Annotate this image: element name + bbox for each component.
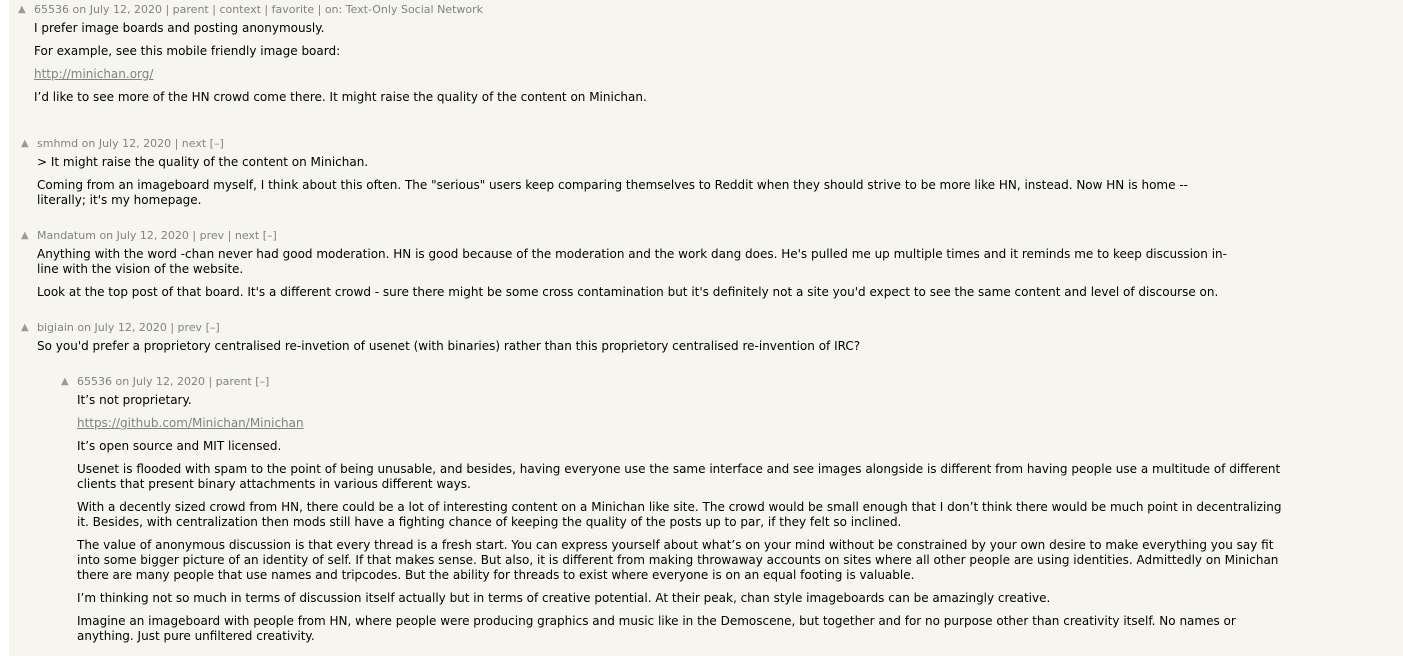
separator: | [192, 229, 200, 242]
comment-date[interactable]: on July 12, 2020 [99, 229, 189, 242]
upvote-arrow-icon[interactable]: ▲ [18, 4, 26, 15]
collapse-toggle[interactable]: [–] [262, 229, 277, 242]
separator: | [264, 3, 272, 16]
comment-paragraph [34, 67, 153, 82]
comment-paragraph: So you'd prefer a proprietory centralised re-invetion of usenet (with binaries) rather than this proprietory centralised re-invention of IRC? [37, 339, 861, 353]
story-title-link[interactable]: Text-Only Social Network [345, 3, 484, 16]
external-link[interactable]: http://minichan.org/ [34, 67, 154, 81]
prev-link[interactable]: prev [199, 229, 225, 242]
comment-header [37, 321, 220, 334]
upvote-arrow-icon[interactable]: ▲ [21, 230, 29, 241]
separator: | [227, 229, 235, 242]
comment-header [34, 3, 483, 16]
separator: | [212, 3, 220, 16]
next-link[interactable]: next [234, 229, 260, 242]
favorite-link[interactable]: favorite [271, 3, 315, 16]
separator: | [208, 375, 216, 388]
parent-link[interactable]: parent [215, 375, 252, 388]
on-label: on: [324, 3, 343, 16]
context-link[interactable]: context [219, 3, 261, 16]
comment-author-link[interactable]: bigiain [37, 321, 74, 334]
comment-thread [9, 0, 1403, 656]
comment-author-link[interactable]: Mandatum [37, 229, 96, 242]
comment-header [77, 375, 269, 388]
next-link[interactable]: next [181, 137, 207, 150]
comment-paragraph: Anything with the word -chan never had good moderation. HN is good because of the moderation and the work dang does. He's pulled me up multiple times and it reminds me to keep discussion in-line with the vision of the website. [37, 247, 1227, 276]
comment-paragraph: > It might raise the quality of the content on Minichan. [37, 155, 369, 169]
comment-paragraph: It’s open source and MIT licensed. [77, 439, 282, 453]
comment-paragraph: Imagine an imageboard with people from HN, where people were producing graphics and music like in the Demoscene, but together and for no purpose other than creativity itself. No names or anything. Just pure unfiltered creativity. [77, 614, 1236, 643]
comment-header [37, 137, 224, 150]
comment-paragraph: For example, see this mobile friendly image board: [34, 44, 341, 58]
comment-paragraph: The value of anonymous discussion is that every thread is a fresh start. You can express yourself about what’s on your mind without be constrained by your own desire to make everything you say fit into some bigger picture of an identity of self. If that makes sense. But also, it is different from making throwaway accounts on sites where all other people are using identities. Admittedly on Minichan there are many people that use names and tripcodes. But the ability for threads to exist where everyone is on an equal footing is valuable. [77, 538, 1279, 582]
comment-paragraph: Look at the top post of that board. It's a different crowd - sure there might be some cross contamination but it's definitely not a site you'd expect to see the same content and level of discourse on. [37, 285, 1219, 299]
comment-date[interactable]: on July 12, 2020 [81, 137, 172, 150]
comment-date[interactable]: on July 12, 2020 [72, 3, 162, 16]
parent-link[interactable]: parent [172, 3, 209, 16]
external-link[interactable]: https://github.com/Minichan/Minichan [77, 416, 304, 430]
comment-paragraph [77, 416, 304, 431]
comment-header [37, 229, 277, 242]
collapse-toggle[interactable]: [–] [255, 375, 270, 388]
collapse-toggle[interactable]: [–] [205, 321, 220, 334]
collapse-toggle[interactable]: [–] [209, 137, 224, 150]
comment-author-link[interactable]: 65536 [34, 3, 69, 16]
comment-paragraph: Coming from an imageboard myself, I think about this often. The "serious" users keep comparing themselves to Reddit when they should strive to be more like HN, instead. Now HN is home -- literally; it's my homepage. [37, 178, 1188, 207]
separator: | [170, 321, 178, 334]
separator: | [317, 3, 325, 16]
comment-paragraph: It’s not proprietary. [77, 393, 192, 407]
upvote-arrow-icon[interactable]: ▲ [21, 322, 29, 333]
upvote-arrow-icon[interactable]: ▲ [61, 376, 69, 387]
upvote-arrow-icon[interactable]: ▲ [21, 138, 29, 149]
comment-paragraph: I’d like to see more of the HN crowd come there. It might raise the quality of the content on Minichan. [34, 90, 647, 104]
prev-link[interactable]: prev [177, 321, 203, 334]
separator: | [165, 3, 173, 16]
separator: | [174, 137, 182, 150]
comment-author-link[interactable]: smhmd [37, 137, 79, 150]
comment-paragraph: Usenet is flooded with spam to the point of being unusable, and besides, having everyone use the same interface and see images alongside is different from having people use a multitude of different clients that present binary attachments in various different ways. [77, 462, 1281, 491]
comment-author-link[interactable]: 65536 [77, 375, 112, 388]
comment-paragraph: I’m thinking not so much in terms of discussion itself actually but in terms of creative potential. At their peak, chan style imageboards can be amazingly creative. [77, 591, 1051, 605]
comment-date[interactable]: on July 12, 2020 [115, 375, 205, 388]
comment-paragraph: I prefer image boards and posting anonymously. [34, 21, 325, 35]
comment-date[interactable]: on July 12, 2020 [77, 321, 167, 334]
comment-paragraph: With a decently sized crowd from HN, there could be a lot of interesting content on a Minichan like site. The crowd would be small enough that I don’t think there would be much point in decentralizing it. Besides, with centralization then mods still have a fighting chance of keeping the quality of the posts up to par, if they felt so inclined. [77, 500, 1282, 529]
